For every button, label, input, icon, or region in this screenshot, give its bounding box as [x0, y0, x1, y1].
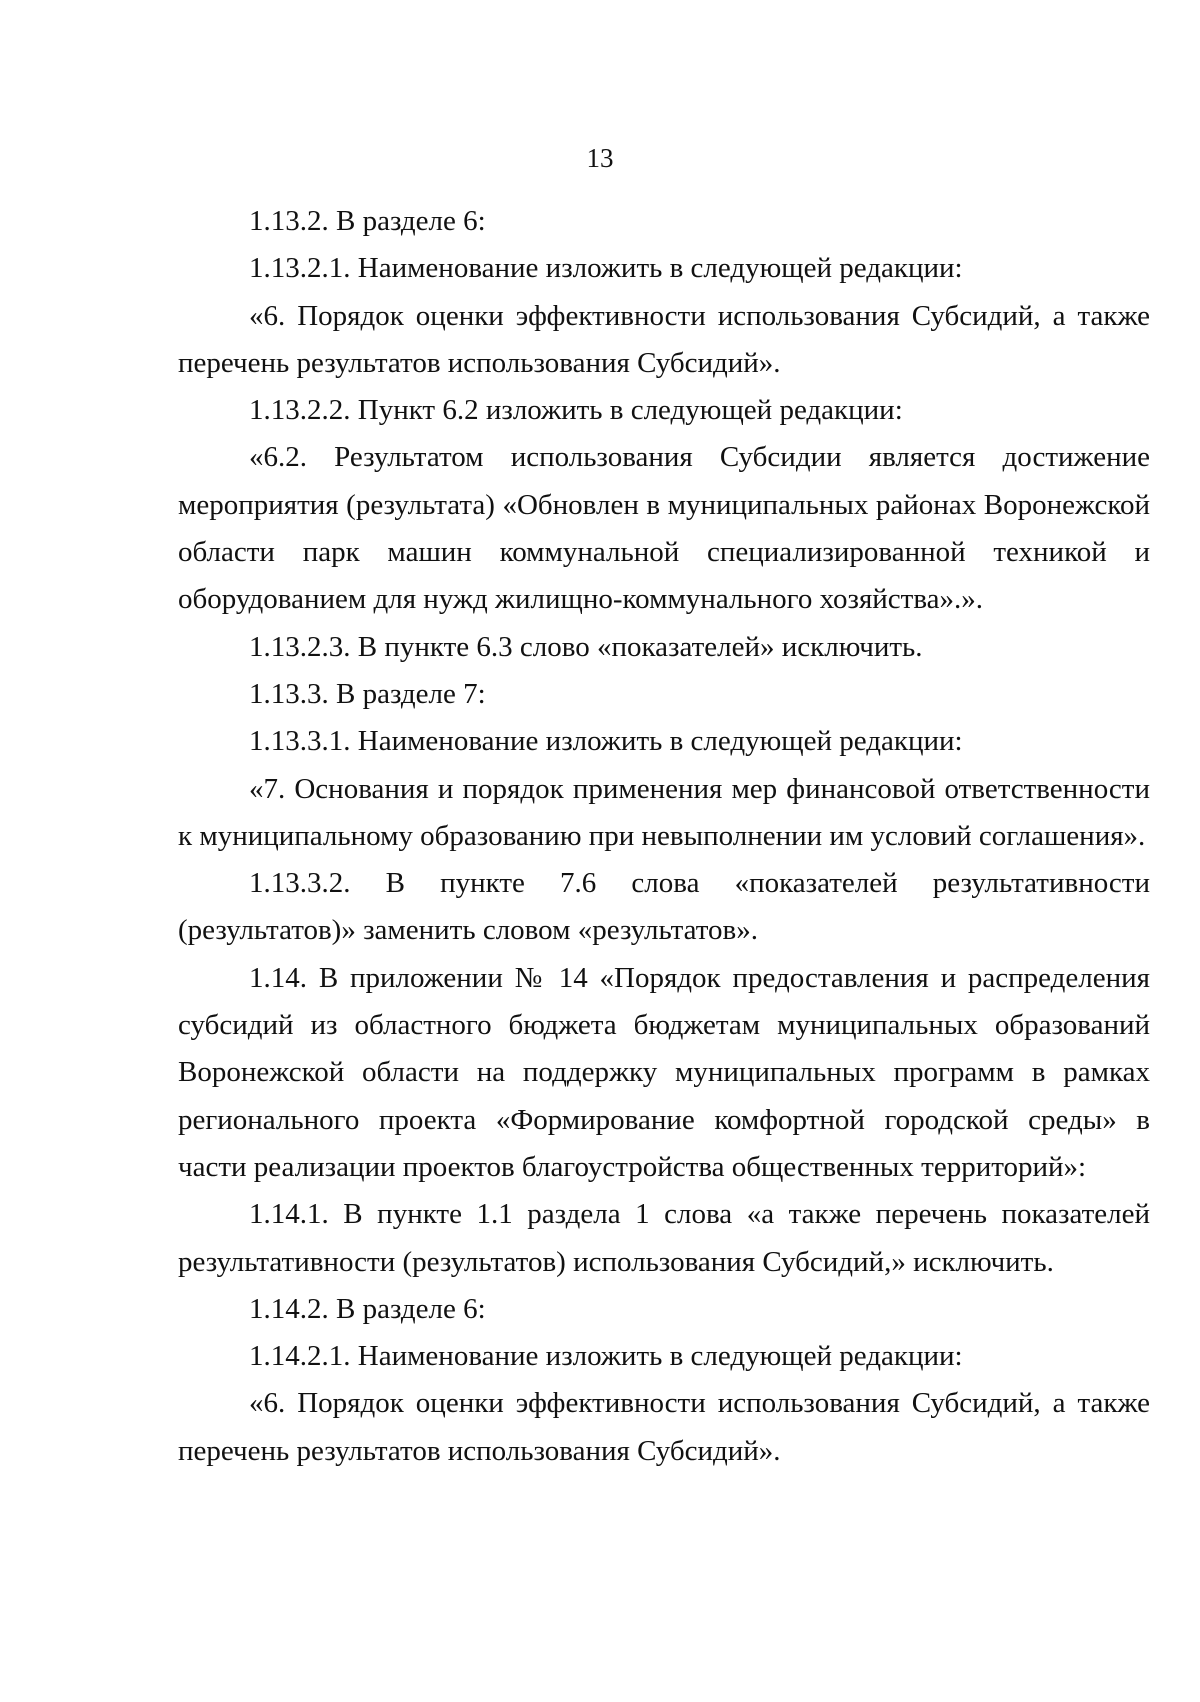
paragraph: 1.14. В приложении № 14 «Порядок предоставления и распределения субсидий из областного бюджета бюджетам муниципальных образований Воронежской области на поддержку муниципальных программ в рамках регионального проекта «Формирование комфортной городской среды» в части реализации проектов благоустройства общественных территорий»:: [178, 961, 1150, 1183]
paragraph: 1.13.2.3. В пункте 6.3 слово «показателей» исключить.: [249, 630, 923, 663]
paragraph: 1.13.2.2. Пункт 6.2 изложить в следующей редакции:: [249, 394, 903, 427]
paragraph: «6.2. Результатом использования Субсидии является достижение мероприятия (результата) «Обновлен в муниципальных районах Воронежской области парк машин коммунальной специализированной техникой и оборудованием для нужд жилищно-коммунального хозяйства».».: [178, 441, 1150, 616]
paragraph: 1.14.2.1. Наименование изложить в следующей редакции:: [249, 1340, 963, 1373]
document-body: [178, 198, 1150, 1475]
paragraph: 1.13.2.1. Наименование изложить в следующей редакции:: [249, 252, 963, 285]
paragraph: 1.13.3. В разделе 7:: [249, 677, 486, 710]
paragraph: «6. Порядок оценки эффективности использования Субсидий, а также перечень результатов использования Субсидий».: [178, 299, 1150, 379]
paragraph: «6. Порядок оценки эффективности использования Субсидий, а также перечень результатов использования Субсидий».: [178, 1387, 1150, 1467]
paragraph: 1.13.3.2. В пункте 7.6 слова «показателей результативности (результатов)» заменить словом «результатов».: [178, 867, 1150, 947]
paragraph: 1.14.2. В разделе 6:: [249, 1292, 486, 1325]
paragraph: «7. Основания и порядок применения мер финансовой ответственности к муниципальному образованию при невыполнении им условий соглашения».: [178, 772, 1150, 852]
paragraph: 1.13.2. В разделе 6:: [249, 205, 486, 237]
paragraph: 1.13.3.1. Наименование изложить в следующей редакции:: [249, 725, 963, 758]
page-number: 13: [586, 143, 614, 173]
paragraph: 1.14.1. В пункте 1.1 раздела 1 слова «а также перечень показателей результативности (результатов) использования Субсидий,» исключить.: [178, 1198, 1150, 1278]
